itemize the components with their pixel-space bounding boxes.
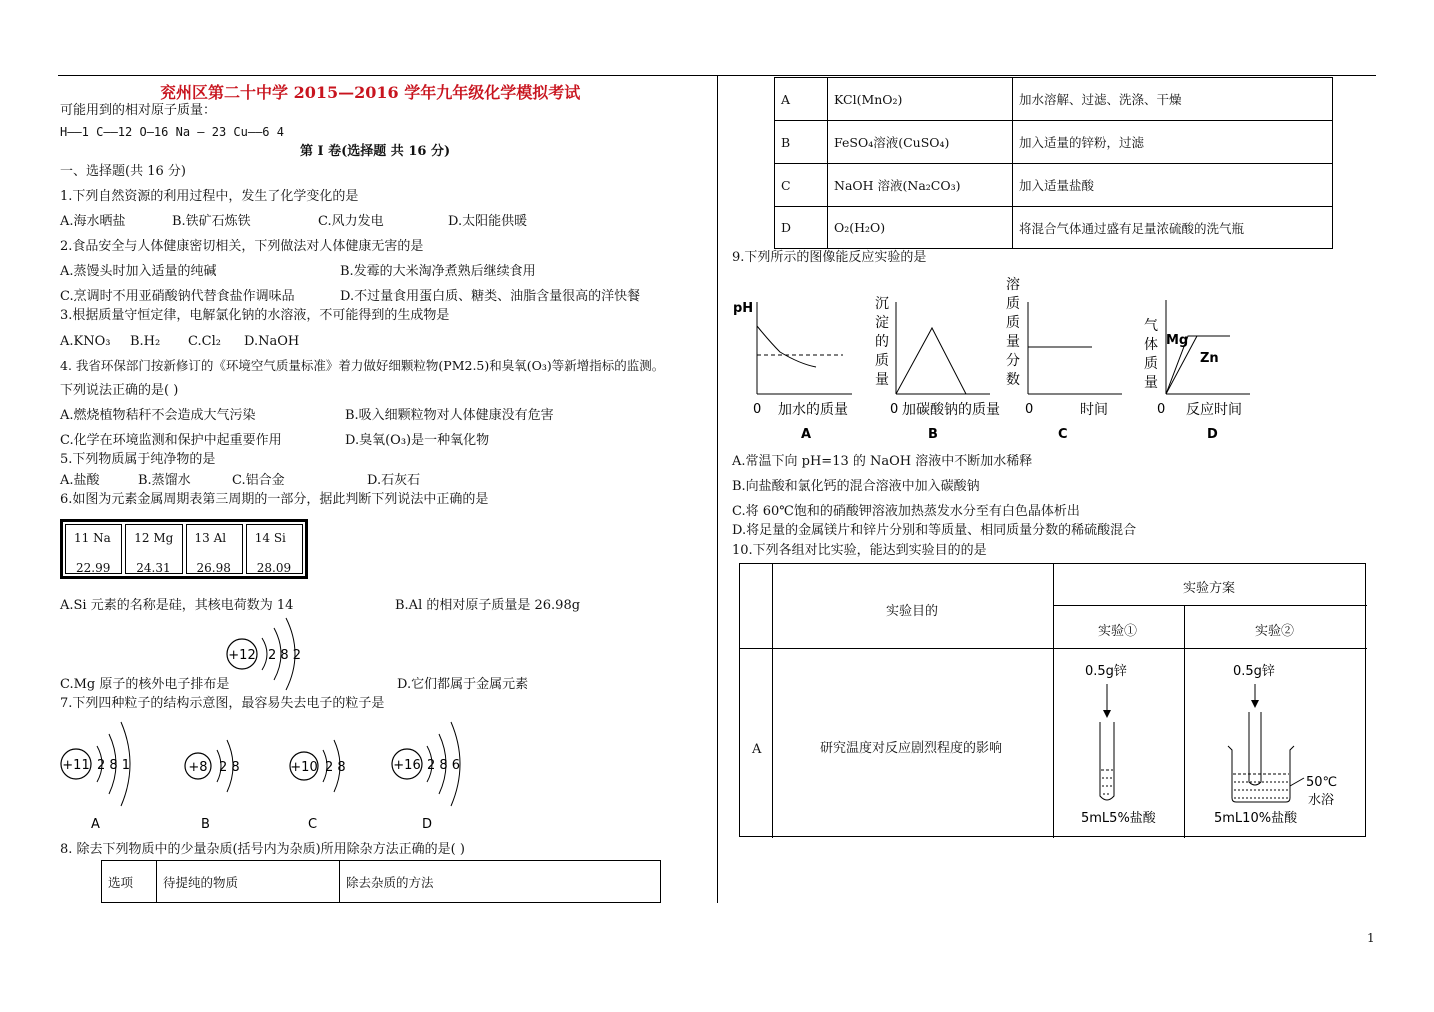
q6-option-d: D.它们都属于金属元素 [397,677,529,692]
graph-label: A [801,427,812,442]
y-axis-label: 量 [1006,334,1020,350]
nucleus-charge: +16 [393,758,421,773]
y-axis-label: 溶 [1006,277,1020,293]
graph-a [733,301,852,442]
graph-d [1144,300,1250,442]
nucleus-charge: +10 [290,760,318,775]
header-substance: 待提纯的物质 [157,861,340,903]
element-symbol: 14 Si [254,531,286,545]
y-axis-label: 质 [1006,296,1020,312]
table-row [775,121,1333,164]
row-option: A [775,78,828,121]
test-tube [1100,722,1114,800]
element-cell-al [186,524,243,574]
row-substance: FeSO₄溶液(CuSO₄) [828,121,1013,164]
header-method: 除去杂质的方法 [340,861,661,903]
q8-stem: 8. 除去下列物质中的少量杂质(括号内为杂质)所用除杂方法正确的是( ) [60,842,465,857]
x-axis-label: 加水的质量 [778,402,848,418]
q10-stem: 10.下列各组对比实验，能达到实验目的的是 [732,543,987,558]
row-method: 加入适量的锌粉，过滤 [1013,121,1333,164]
header-exp1: 实验① [1098,624,1138,639]
y-axis-label: 淀 [875,315,889,331]
q5-option-c: C.铝合金 [232,473,285,488]
experiment-1-diagram [1056,652,1182,836]
page-number: 1 [1367,931,1375,945]
curve [896,328,966,394]
nucleus-charge: +8 [188,760,208,775]
q2-stem: 2.食品安全与人体健康密切相关，下列做法对人体健康无害的是 [60,239,424,254]
row-method: 加入适量盐酸 [1013,164,1333,207]
particle-a [61,722,130,832]
q5-option-a: A.盐酸 [60,473,100,488]
q6-stem: 6.如图为元素金属周期表第三周期的一部分，据此判断下列说法中正确的是 [60,492,489,507]
q2-option-b: B.发霉的大米淘净煮熟后继续食用 [340,264,536,279]
y-axis-label: 的 [875,334,889,350]
q4-option-c: C.化学在环境监测和保护中起重要作用 [60,433,282,448]
header-plan: 实验方案 [1183,581,1236,596]
shell-electrons: 2 8 [325,760,346,775]
q2-option-a: A.蒸馒头时加入适量的纯碱 [60,264,217,279]
q2-option-d: D.不过量食用蛋白质、糖类、油脂含量很高的洋快餐 [340,289,641,304]
q4-option-a: A.燃烧植物秸秆不会造成大气污染 [60,408,256,423]
element-cell-na [65,524,122,574]
y-axis-label: 质 [875,353,889,369]
element-mass: 28.09 [256,561,292,575]
row-substance: NaOH 溶液(Na₂CO₃) [828,164,1013,207]
header-option: 选项 [102,861,157,903]
q3-option-d: D.NaOH [244,334,300,349]
q8-header-table [101,860,661,903]
graph-label: C [1058,427,1068,442]
particle-label: D [422,817,433,832]
q5-option-b: B.蒸馏水 [138,473,191,488]
row-label: A [752,742,762,757]
particle-label: A [91,817,100,832]
table-line [772,564,773,838]
element-symbol: 12 Mg [134,531,174,545]
origin-label: 0 [1157,402,1166,417]
q4-stem: 4. 我省环保部门按新修订的《环境空气质量标准》着力做好细颗粒物(PM2.5)和臭氧(O₃)等新增指标的监测。 [60,358,665,373]
y-axis-label: 分 [1006,353,1020,369]
element-cell-mg [125,524,182,574]
column-divider [717,75,718,903]
row-substance: KCl(MnO₂) [828,78,1013,121]
q3-option-c: C.Cl₂ [188,334,221,349]
y-axis-label: 体 [1144,337,1158,353]
electron-shell [262,638,267,670]
series-label-mg: Mg [1166,333,1189,348]
y-axis-label: pH [733,301,754,316]
origin-label: 0 [1025,402,1034,417]
curve [757,326,816,367]
bath-label: 水浴 [1308,793,1335,808]
arrow-head [1103,710,1111,718]
acid-label: 5mL5%盐酸 [1081,811,1156,826]
element-cell-si [246,524,303,574]
element-symbol: 13 Al [194,531,227,545]
table-row [775,78,1333,121]
q4-stem-2: 下列说法正确的是( ) [60,383,179,398]
table-line [1184,605,1185,838]
part-heading: 一、选择题(共 16 分) [60,164,186,179]
row-method: 加水溶解、过滤、洗涤、干燥 [1013,78,1333,121]
y-axis-label: 气 [1144,318,1158,334]
element-mass: 24.31 [136,561,171,575]
y-axis-label: 沉 [875,296,889,312]
element-mass: 22.99 [76,561,111,575]
shell-electrons: 2 8 1 [97,758,131,773]
nucleus-charge: +11 [62,758,90,773]
q6-option-c: C.Mg 原子的核外电子排布是 [60,677,230,692]
series-label-zn: Zn [1200,351,1219,366]
arrow-head [1251,700,1259,708]
x-axis-label: 反应时间 [1186,402,1242,418]
q4-option-d: D.臭氧(O₃)是一种氧化物 [345,433,490,448]
q9-option-b: B.向盐酸和氯化钙的混合溶液中加入碳酸钠 [732,479,980,494]
q3-stem: 3.根据质量守恒定律，电解氯化钠的水溶液，不可能得到的生成物是 [60,308,450,323]
header-purpose: 实验目的 [886,604,939,619]
y-axis-label: 质 [1006,315,1020,331]
row-method: 将混合气体通过盛有足量浓硫酸的洗气瓶 [1013,207,1333,249]
q6-option-a: A.Si 元素的名称是硅，其核电荷数为 14 [60,598,294,613]
q1-option-d: D.太阳能供暖 [448,214,528,229]
acid-label: 5mL10%盐酸 [1214,811,1298,826]
x-axis-label: 时间 [1080,402,1108,418]
zinc-label: 0.5g锌 [1085,664,1127,679]
table-line [740,648,1367,649]
q9-stem: 9.下列所示的图像能反应实验的是 [732,250,927,265]
nucleus-charge: +12 [228,648,256,663]
graph-label: D [1207,427,1218,442]
q1-option-b: B.铁矿石炼铁 [172,214,251,229]
q7-stem: 7.下列四种粒子的结构示意图，最容易失去电子的粒子是 [60,696,385,711]
graph-c [1006,276,1122,442]
element-symbol: 11 Na [74,531,111,545]
row-option: B [775,121,828,164]
shell-electrons: 2 8 [219,760,240,775]
row-purpose: 研究温度对反应剧烈程度的影响 [820,741,1003,756]
bath-temp-label: 50℃ [1306,775,1338,790]
q9-option-a: A.常温下向 pH=13 的 NaOH 溶液中不断加水稀释 [732,454,1033,469]
y-axis-label: 质 [1144,356,1158,372]
element-mass: 26.98 [196,561,231,575]
q10-table [739,563,1366,837]
y-axis-label: 量 [875,372,889,388]
shell-electrons: 2 8 6 [427,758,461,773]
particle-b [185,740,240,832]
section-heading: 第 I 卷(选择题 共 16 分) [300,144,451,159]
particle-d [392,722,460,832]
q5-stem: 5.下列物质属于纯净物的是 [60,452,216,467]
q6-option-b: B.Al 的相对原子质量是 26.98g [395,598,581,613]
row-option: D [775,207,828,249]
experiment-2-diagram [1186,652,1366,836]
shell-electrons: 2 8 2 [268,648,302,663]
q1-option-c: C.风力发电 [318,214,384,229]
zinc-label: 0.5g锌 [1233,664,1275,679]
pointer-line [1290,778,1304,786]
q4-option-b: B.吸入细颗粒物对人体健康没有危害 [345,408,554,423]
atomic-masses: H——1 C——12 O—16 Na — 23 Cu——6 4 [60,125,284,139]
particle-label: B [201,817,210,832]
y-axis-label: 量 [1144,375,1158,391]
q3-option-b: B.H₂ [130,334,161,349]
graph-label: B [928,427,938,442]
y-axis-label: 数 [1006,372,1020,388]
q9-option-c: C.将 60℃饱和的硝酸钾溶液加热蒸发水分至有白色晶体析出 [732,504,1080,519]
q8-rows-table [774,77,1333,249]
intro-line: 可能用到的相对原子质量： [60,103,217,118]
mg-atom-diagram [222,612,312,692]
table-row [775,164,1333,207]
row-substance: O₂(H₂O) [828,207,1013,249]
q9-option-d: D.将足量的金属镁片和锌片分别和等质量、相同质量分数的稀硫酸混合 [732,523,1137,538]
q1-option-a: A.海水晒盐 [60,214,126,229]
table-row [775,207,1333,249]
q1-stem: 1.下列自然资源的利用过程中，发生了化学变化的是 [60,189,359,204]
q5-option-d: D.石灰石 [367,473,421,488]
origin-label: 0 [890,402,899,417]
periodic-table-fragment [60,519,308,579]
q9-graphs [730,272,1290,444]
header-exp2: 实验② [1255,624,1295,639]
q3-option-a: A.KNO₃ [60,334,111,349]
x-axis-label: 加碳酸钠的质量 [902,402,1000,418]
origin-label: 0 [753,402,762,417]
particle-c [290,740,346,832]
row-option: C [775,164,828,207]
graph-b [875,296,1000,442]
table-line [1053,605,1367,606]
particle-diagrams [55,712,485,837]
particle-label: C [308,817,318,832]
q2-option-c: C.烹调时不用亚硝酸钠代替食盐作调味品 [60,289,295,304]
exam-title: 兖州区第二十中学 2015—2016 学年九年级化学模拟考试 [160,83,581,102]
